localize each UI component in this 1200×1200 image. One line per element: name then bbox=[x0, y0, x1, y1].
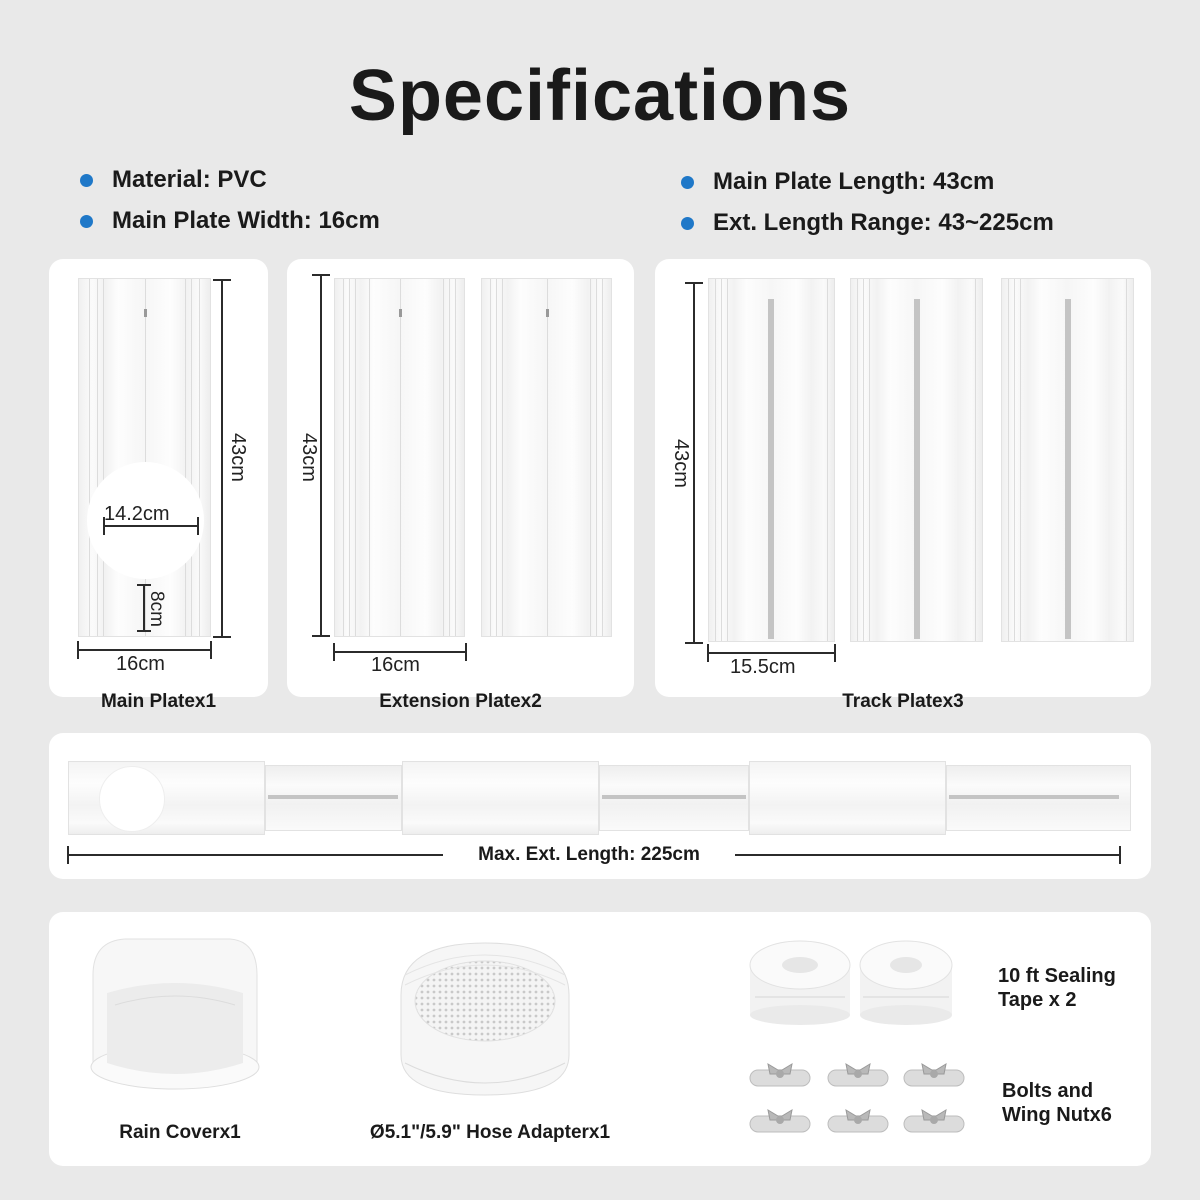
spec-range-text: Ext. Length Range: 43~225cm bbox=[713, 209, 1054, 236]
wing-nut-icon bbox=[748, 1104, 812, 1136]
main-height-line bbox=[221, 279, 223, 638]
bullet-icon bbox=[681, 176, 694, 189]
sealing-tape-label-line2: Tape x 2 bbox=[998, 989, 1077, 1011]
spec-width-text: Main Plate Width: 16cm bbox=[112, 207, 380, 234]
track-width-label: 15.5cm bbox=[730, 656, 796, 678]
wing-nut-icon bbox=[826, 1058, 890, 1090]
extension-width-label: 16cm bbox=[371, 654, 420, 676]
main-height-label: 43cm bbox=[226, 433, 249, 482]
extension-plate-image-2 bbox=[481, 278, 612, 637]
max-length-label: Max. Ext. Length: 225cm bbox=[478, 844, 700, 865]
spec-length bbox=[681, 168, 994, 196]
bullet-icon bbox=[80, 215, 93, 228]
wing-nut-icon bbox=[902, 1058, 966, 1090]
hose-adapter-icon bbox=[395, 935, 575, 1105]
main-width-line bbox=[78, 649, 211, 651]
spec-width bbox=[80, 207, 380, 235]
extension-plate-label: Extension Platex2 bbox=[379, 691, 542, 712]
hole-dimension-label: 14.2cm bbox=[104, 503, 170, 525]
spec-material bbox=[80, 166, 267, 194]
page-title: Specifications bbox=[348, 56, 852, 136]
track-height-label: 43cm bbox=[669, 439, 692, 488]
spec-material-text: Material: PVC bbox=[112, 166, 267, 193]
extension-width-line bbox=[334, 651, 466, 653]
rain-cover-icon bbox=[85, 935, 265, 1095]
offset-dimension-label: 8cm bbox=[145, 591, 167, 627]
track-plate-image-1 bbox=[708, 278, 835, 642]
bolts-label bbox=[1002, 1079, 1112, 1127]
main-plate-label: Main Platex1 bbox=[100, 691, 217, 712]
extension-plate-image-1 bbox=[334, 278, 465, 637]
track-plate-image-2 bbox=[850, 278, 983, 642]
rain-cover-label: Rain Coverx1 bbox=[119, 1122, 241, 1143]
extension-height-line bbox=[320, 274, 322, 637]
wing-nut-icon bbox=[748, 1058, 812, 1090]
bullet-icon bbox=[681, 217, 694, 230]
sealing-tape-icon bbox=[745, 935, 955, 1025]
main-width-label: 16cm bbox=[116, 653, 165, 675]
track-plate-label: Track Platex3 bbox=[842, 691, 964, 712]
wing-nut-icon bbox=[902, 1104, 966, 1136]
assembled-window-kit bbox=[68, 761, 1131, 835]
bullet-icon bbox=[80, 174, 93, 187]
hose-adapter-label: Ø5.1"/5.9" Hose Adapterx1 bbox=[369, 1122, 611, 1143]
track-height-line bbox=[693, 282, 695, 644]
max-length-line-left bbox=[68, 854, 443, 856]
extension-height-label: 43cm bbox=[297, 433, 320, 482]
max-length-line-right bbox=[735, 854, 1121, 856]
spec-length-text: Main Plate Length: 43cm bbox=[713, 168, 995, 195]
spec-range bbox=[681, 209, 1054, 237]
sealing-tape-label-line1: 10 ft Sealing bbox=[998, 965, 1116, 987]
track-width-line bbox=[708, 652, 835, 654]
track-plate-image-3 bbox=[1001, 278, 1134, 642]
sealing-tape-label bbox=[998, 964, 1116, 1012]
wing-nut-icon bbox=[826, 1104, 890, 1136]
bolts-label-line1: Bolts and bbox=[1002, 1080, 1094, 1102]
bolts-label-line2: Wing Nutx6 bbox=[1002, 1104, 1112, 1126]
